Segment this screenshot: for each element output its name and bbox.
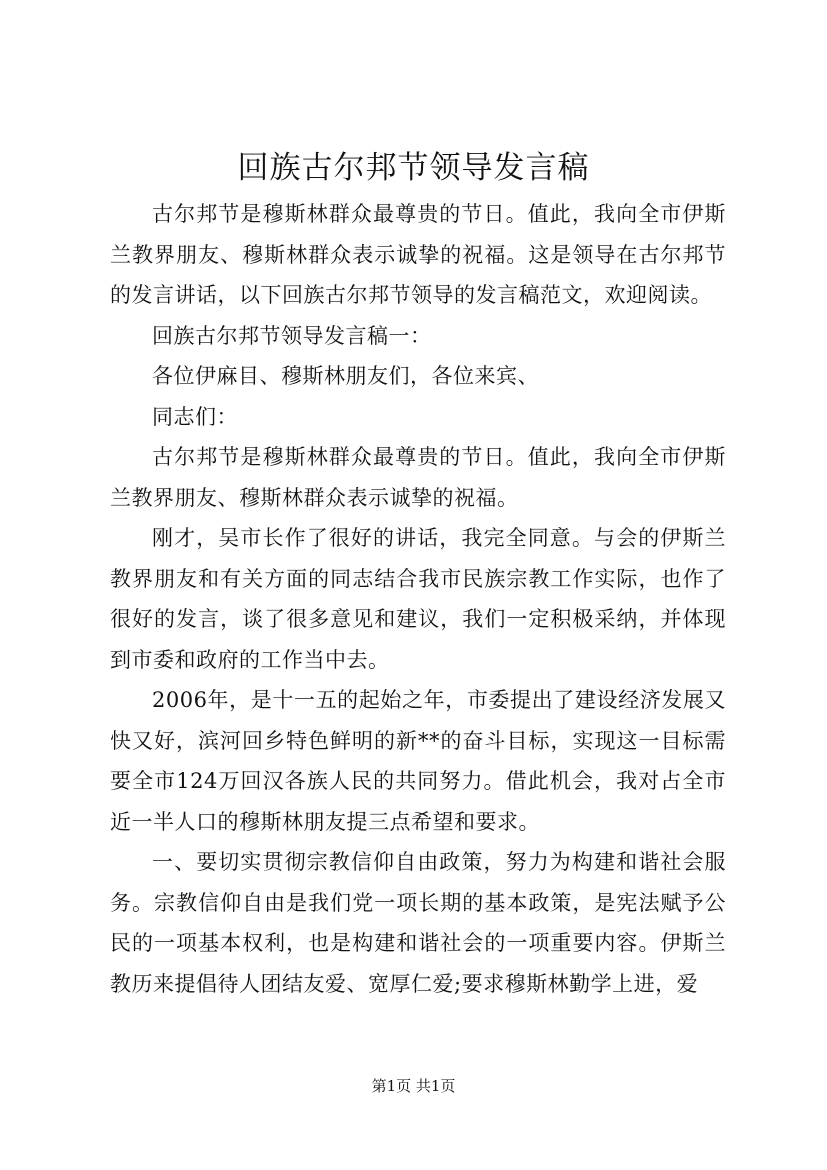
paragraph-intro: 古尔邦节是穆斯林群众最尊贵的节日。值此，我向全市伊斯兰教界朋友、穆斯林群众表示诚挚的祝福。这是领导在古尔邦节的发言讲话，以下回族古尔邦节领导的发言稿范文，欢迎阅读。 xyxy=(110,202,726,307)
paragraph-salutation: 各位伊麻目、穆斯林朋友们，各位来宾、 xyxy=(152,364,539,388)
document-body xyxy=(110,194,726,1004)
paragraph-response: 刚才，吴市长作了很好的讲话，我完全同意。与会的伊斯兰教界朋友和有关方面的同志结合我市民族宗教工作实际，也作了很好的发言，谈了很多意见和建议，我们一定积极采纳，并体现到市委和政府的工作当中去。 xyxy=(110,526,726,672)
paragraph-salutation-cont: 同志们： xyxy=(152,404,238,429)
paragraph-subtitle: 回族古尔邦节领导发言稿一： xyxy=(152,323,432,348)
paragraph-greeting: 古尔邦节是穆斯林群众最尊贵的节日。值此，我向全市伊斯兰教界朋友、穆斯林群众表示诚挚的祝福。 xyxy=(110,445,726,510)
paragraph-goals: 2006年，是十一五的起始之年，市委提出了建设经济发展又快又好，滨河回乡特色鲜明的新**的奋斗目标，实现这一目标需要全市124万回汉各族人民的共同努力。借此机会，我对占全市近一半人口的穆斯林朋友提三点希望和要求。 xyxy=(110,688,726,834)
document-title: 回族古尔邦节领导发言稿 xyxy=(237,150,590,186)
paragraph-point-one: 一、要切实贯彻宗教信仰自由政策，努力为构建和谐社会服务。宗教信仰自由是我们党一项长期的基本政策，是宪法赋予公民的一项基本权利，也是构建和谐社会的一项重要内容。伊斯兰教历来提倡待人团结友爱、宽厚仁爱;要求穆斯林勤学上进，爱 xyxy=(110,850,726,996)
page-footer: 第1页 共1页 xyxy=(371,1077,456,1095)
